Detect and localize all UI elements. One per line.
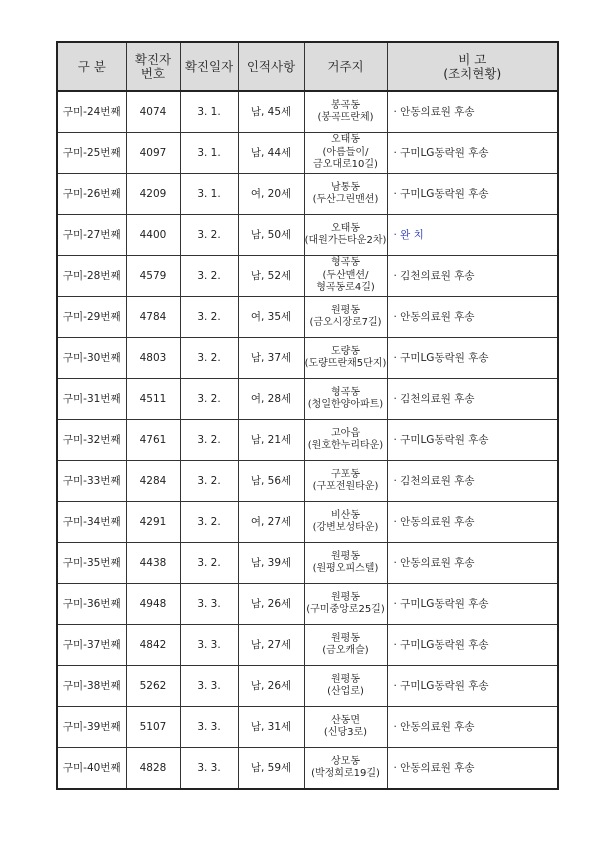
residence-line: (아름들이/: [322, 146, 369, 158]
residence-line: 원평동: [331, 673, 360, 685]
residence-line: 형곡동로4길): [316, 282, 375, 294]
case-number-cell: 4842: [126, 625, 180, 666]
case-id-cell: 구미-36번째: [57, 584, 126, 625]
demographics-cell: 남, 56세: [238, 461, 304, 502]
residence-line: (대원가든타운2차): [304, 235, 387, 246]
header-remarks-line2: (조치현황): [443, 65, 502, 81]
header-remarks-line1: 비 고: [458, 51, 487, 67]
demographics-cell: 남, 26세: [238, 666, 304, 707]
residence-line: (도량뜨란채5단지): [304, 358, 387, 369]
demographics-cell: 남, 39세: [238, 543, 304, 584]
residence-line: 산동면: [331, 714, 360, 726]
demographics-cell: 여, 27세: [238, 502, 304, 543]
remarks-cell: · 안동의료원 후송: [387, 748, 558, 790]
table-row: [57, 707, 558, 748]
table-row: [57, 174, 558, 215]
residence-cell: [304, 215, 387, 256]
residence-line: 오태동: [331, 222, 360, 234]
demographics-cell: 남, 26세: [238, 584, 304, 625]
demographics-cell: 여, 20세: [238, 174, 304, 215]
residence-line: 비산동: [331, 509, 360, 521]
residence-line: 형곡동: [331, 257, 360, 269]
table-body: [57, 91, 558, 789]
case-number-cell: 5107: [126, 707, 180, 748]
residence-line: 상모동: [331, 755, 360, 767]
residence-cell: [304, 91, 387, 133]
confirm-date-cell: 3. 2.: [180, 297, 238, 338]
case-number-cell: 4948: [126, 584, 180, 625]
case-number-cell: 4284: [126, 461, 180, 502]
table-row: [57, 584, 558, 625]
table-row: [57, 666, 558, 707]
residence-line: 원평동: [331, 304, 360, 316]
residence-line: 원평동: [331, 550, 360, 562]
residence-cell: [304, 379, 387, 420]
remarks-cell: · 구미LG동락원 후송: [387, 174, 558, 215]
case-number-cell: 4400: [126, 215, 180, 256]
residence-cell: [304, 256, 387, 297]
header-case-number-line2: 번호: [140, 65, 166, 81]
table-row: [57, 543, 558, 584]
table-row: [57, 91, 558, 133]
header-case-number: [126, 42, 180, 91]
residence-cell: [304, 461, 387, 502]
residence-line: 구포동: [331, 468, 360, 480]
remarks-cell: · 안동의료원 후송: [387, 91, 558, 133]
residence-line: 남통동: [331, 181, 360, 193]
residence-cell: [304, 420, 387, 461]
case-number-cell: 4784: [126, 297, 180, 338]
residence-cell: [304, 174, 387, 215]
case-number-cell: 5262: [126, 666, 180, 707]
case-number-cell: 4291: [126, 502, 180, 543]
residence-line: (청일한양아파트): [307, 399, 384, 410]
remarks-cell: · 안동의료원 후송: [387, 543, 558, 584]
case-id-cell: 구미-27번째: [57, 215, 126, 256]
residence-line: 원평동: [331, 632, 360, 644]
residence-line: (두산맨션/: [322, 269, 369, 281]
residence-line: (신당3로): [323, 727, 368, 738]
header-remarks: [387, 42, 558, 91]
confirmed-cases-table: [56, 41, 559, 790]
table-row: [57, 379, 558, 420]
case-number-cell: 4511: [126, 379, 180, 420]
case-number-cell: 4579: [126, 256, 180, 297]
residence-line: 고아읍: [331, 427, 360, 439]
table-row: [57, 297, 558, 338]
remarks-cell: · 안동의료원 후송: [387, 297, 558, 338]
confirm-date-cell: 3. 3.: [180, 584, 238, 625]
confirm-date-cell: 3. 2.: [180, 338, 238, 379]
residence-cell: [304, 748, 387, 790]
residence-line: 도량동: [331, 345, 360, 357]
table-row: [57, 133, 558, 174]
case-id-cell: 구미-29번째: [57, 297, 126, 338]
residence-cell: [304, 666, 387, 707]
case-number-cell: 4097: [126, 133, 180, 174]
confirm-date-cell: 3. 2.: [180, 256, 238, 297]
header-residence: 거주지: [304, 42, 387, 91]
confirm-date-cell: 3. 3.: [180, 707, 238, 748]
table-row: [57, 338, 558, 379]
case-id-cell: 구미-30번째: [57, 338, 126, 379]
table-header: [57, 42, 558, 91]
demographics-cell: 남, 50세: [238, 215, 304, 256]
remarks-cell: · 완 치: [387, 215, 558, 256]
case-number-cell: 4074: [126, 91, 180, 133]
case-id-cell: 구미-37번째: [57, 625, 126, 666]
case-id-cell: 구미-34번째: [57, 502, 126, 543]
demographics-cell: 여, 35세: [238, 297, 304, 338]
residence-line: (박정희로19길): [311, 768, 380, 779]
residence-line: (구미중앙로25길): [306, 604, 385, 615]
residence-line: (구포전원타운): [312, 481, 379, 492]
residence-line: (두산그린맨션): [312, 194, 379, 205]
case-id-cell: 구미-31번째: [57, 379, 126, 420]
case-number-cell: 4828: [126, 748, 180, 790]
demographics-cell: 남, 52세: [238, 256, 304, 297]
remarks-cell: · 구미LG동락원 후송: [387, 666, 558, 707]
case-id-cell: 구미-40번째: [57, 748, 126, 790]
residence-line: (금오시장로7길): [309, 317, 382, 328]
confirm-date-cell: 3. 1.: [180, 174, 238, 215]
residence-cell: [304, 502, 387, 543]
case-id-cell: 구미-25번째: [57, 133, 126, 174]
residence-cell: [304, 338, 387, 379]
case-id-cell: 구미-38번째: [57, 666, 126, 707]
demographics-cell: 남, 59세: [238, 748, 304, 790]
demographics-cell: 남, 31세: [238, 707, 304, 748]
confirm-date-cell: 3. 2.: [180, 379, 238, 420]
residence-line: 원평동: [331, 591, 360, 603]
remarks-cell: · 구미LG동락원 후송: [387, 584, 558, 625]
header-confirm-date: 확진일자: [180, 42, 238, 91]
remarks-cell: · 김천의료원 후송: [387, 379, 558, 420]
remarks-cell: · 구미LG동락원 후송: [387, 133, 558, 174]
confirm-date-cell: 3. 1.: [180, 91, 238, 133]
case-id-cell: 구미-28번째: [57, 256, 126, 297]
header-category: 구 분: [57, 42, 126, 91]
residence-cell: [304, 133, 387, 174]
remarks-cell: · 안동의료원 후송: [387, 502, 558, 543]
header-case-number-line1: 확진자: [134, 51, 172, 67]
confirm-date-cell: 3. 1.: [180, 133, 238, 174]
case-id-cell: 구미-33번째: [57, 461, 126, 502]
residence-line: (원호한누리타운): [307, 440, 384, 451]
residence-cell: [304, 543, 387, 584]
demographics-cell: 남, 45세: [238, 91, 304, 133]
case-id-cell: 구미-26번째: [57, 174, 126, 215]
remarks-cell: · 김천의료원 후송: [387, 256, 558, 297]
residence-line: (산업로): [327, 686, 364, 697]
residence-line: (봉곡뜨란체): [317, 112, 374, 123]
table-row: [57, 502, 558, 543]
case-number-cell: 4209: [126, 174, 180, 215]
header-demographics: 인적사항: [238, 42, 304, 91]
case-number-cell: 4761: [126, 420, 180, 461]
confirm-date-cell: 3. 2.: [180, 543, 238, 584]
residence-cell: [304, 297, 387, 338]
remarks-cell: · 구미LG동락원 후송: [387, 420, 558, 461]
table-row: [57, 420, 558, 461]
residence-line: (강변보성타운): [312, 522, 379, 533]
demographics-cell: 여, 28세: [238, 379, 304, 420]
residence-line: (원평오피스텔): [312, 563, 379, 574]
residence-line: (금오캐슬): [322, 645, 369, 656]
residence-line: 금오대로10길): [313, 159, 378, 171]
confirm-date-cell: 3. 2.: [180, 502, 238, 543]
residence-line: 오태동: [331, 134, 360, 146]
residence-line: 봉곡동: [331, 99, 360, 111]
confirm-date-cell: 3. 2.: [180, 461, 238, 502]
remarks-cell: · 안동의료원 후송: [387, 707, 558, 748]
residence-cell: [304, 625, 387, 666]
confirm-date-cell: 3. 2.: [180, 420, 238, 461]
residence-cell: [304, 707, 387, 748]
header-row: [57, 42, 558, 91]
residence-cell: [304, 584, 387, 625]
case-id-cell: 구미-35번째: [57, 543, 126, 584]
table-row: [57, 215, 558, 256]
case-number-cell: 4803: [126, 338, 180, 379]
case-id-cell: 구미-39번째: [57, 707, 126, 748]
confirm-date-cell: 3. 3.: [180, 748, 238, 790]
confirm-date-cell: 3. 3.: [180, 625, 238, 666]
demographics-cell: 남, 21세: [238, 420, 304, 461]
remarks-cell: · 구미LG동락원 후송: [387, 338, 558, 379]
confirm-date-cell: 3. 2.: [180, 215, 238, 256]
case-number-cell: 4438: [126, 543, 180, 584]
remarks-cell: · 구미LG동락원 후송: [387, 625, 558, 666]
case-id-cell: 구미-24번째: [57, 91, 126, 133]
remarks-cell: · 김천의료원 후송: [387, 461, 558, 502]
table-row: [57, 748, 558, 790]
residence-line: 형곡동: [331, 386, 360, 398]
table-row: [57, 625, 558, 666]
table-row: [57, 461, 558, 502]
demographics-cell: 남, 37세: [238, 338, 304, 379]
confirm-date-cell: 3. 3.: [180, 666, 238, 707]
case-id-cell: 구미-32번째: [57, 420, 126, 461]
demographics-cell: 남, 27세: [238, 625, 304, 666]
table-row: [57, 256, 558, 297]
demographics-cell: 남, 44세: [238, 133, 304, 174]
